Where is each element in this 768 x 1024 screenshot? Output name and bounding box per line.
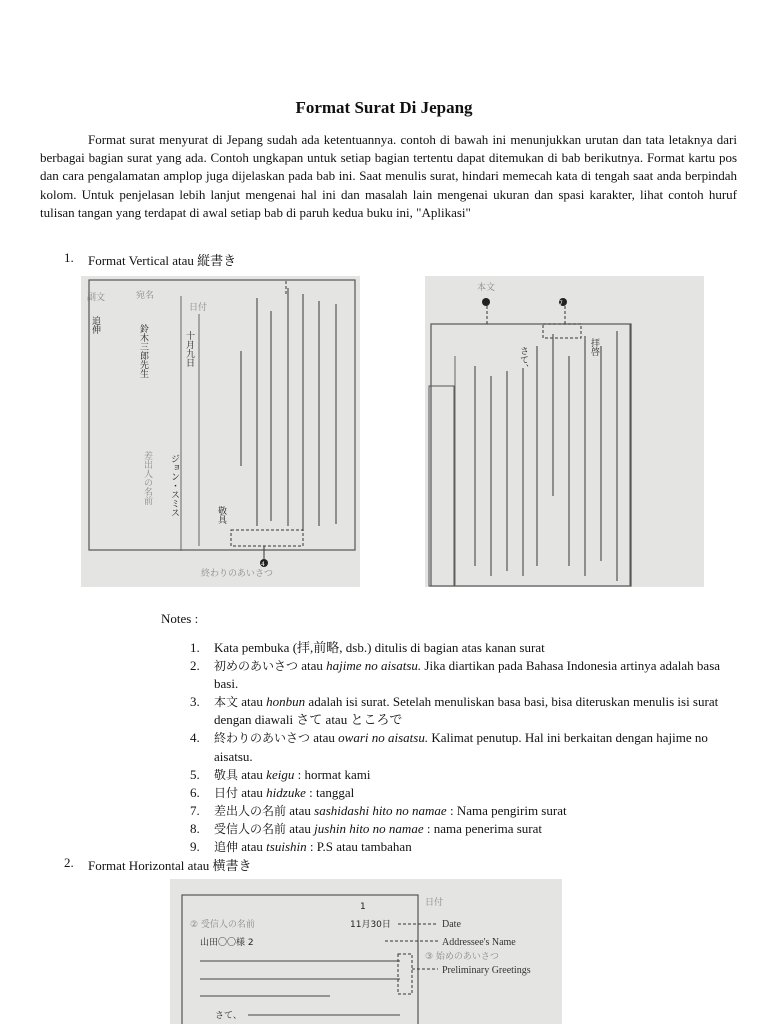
honbun-label: 本文 xyxy=(477,283,496,293)
sender-name: ジョン・スミス xyxy=(169,454,179,517)
horizontal-date: 11月30日 xyxy=(350,920,391,930)
owari-hw-label: 終わりのあいさつ xyxy=(201,569,274,579)
note-item-9: 9. 追伸 atau tsuishin : P.S atau tambahan xyxy=(190,839,412,855)
svg-text:4: 4 xyxy=(261,561,265,568)
recipient-hw-label: ② 受信人の名前 xyxy=(190,920,255,930)
section-2-heading xyxy=(64,855,364,873)
note-item-4: 4. 終わりのあいさつ atau owari no aisatsu. Kalimat penutup. Hal ini berkaitan dengan hajime no aisatsu. xyxy=(190,730,708,764)
letter-date: 十月九日 xyxy=(184,331,194,367)
note-item-2: 2. 初めのあいさつ atau hajime no aisatsu. Jika diartikan pada Bahasa Indonesia artinya adalah basa basi. xyxy=(190,658,721,692)
greet-hw-label: ③ 始めのあいさつ xyxy=(425,952,499,962)
note-item-8: 8. 受信人の名前 atau jushin hito no namae : nama penerima surat xyxy=(190,820,542,836)
section-2-title: Format Horizontal atau 横書き xyxy=(88,858,252,873)
date-hw-label: 日付 xyxy=(425,898,444,908)
horizontal-addressee: 山田〇〇様 2 xyxy=(200,938,254,948)
addressee-label: Addressee's Name xyxy=(442,937,516,948)
section-1-heading xyxy=(64,250,364,268)
note-item-6: 6. 日付 atau hidzuke : tanggal xyxy=(190,784,355,800)
vertical-letter-figure xyxy=(81,276,360,587)
page-title: Format Surat Di Jepang xyxy=(295,98,473,117)
note-item-7: 7. 差出人の名前 atau sashidashi hito no namae : Nama pengirim surat xyxy=(190,802,567,818)
horizontal-sate: さて、 xyxy=(215,1011,242,1021)
page-number: 1 xyxy=(360,902,366,912)
notes-list xyxy=(190,639,740,856)
section-2-number: 2. xyxy=(64,855,74,870)
svg-text:7: 7 xyxy=(559,300,563,307)
fukubun-label: 副文 xyxy=(87,293,106,303)
hidzuke-hw-label: 日付 xyxy=(189,303,208,313)
note-item-3: 3. 本文 atau honbun adalah isi surat. Setelah menuliskan basa basi, bisa diteruskan menulis isi surat dengan diawali さて atau ところで xyxy=(190,694,719,728)
greet-label: Preliminary Greetings xyxy=(442,965,531,976)
section-1-number: 1. xyxy=(64,250,74,265)
section-1-title: Format Vertical atau 縦書き xyxy=(88,253,237,268)
note-item-1: 1. Kata pembuka (拝,前略, dsb.) ditulis di bagian atas kanan surat xyxy=(190,640,545,655)
date-label: Date xyxy=(442,919,461,930)
keigu-label: 敬具 xyxy=(216,506,226,524)
addressee-name: 鈴木三郎先生 xyxy=(138,324,148,378)
sender-hw-label: 差出人の名前 xyxy=(142,451,152,505)
haikei-label: 拝啓 xyxy=(589,338,599,356)
horizontal-letter-figure xyxy=(170,879,562,1024)
tsuishin-label: 追伸 xyxy=(90,316,100,334)
notes-label: Notes : xyxy=(161,611,199,626)
sate-label: さて、 xyxy=(518,346,528,373)
atena-label: 宛名 xyxy=(136,291,155,301)
note-item-5: 5. 敬具 atau keigu : hormat kami xyxy=(190,766,371,782)
intro-paragraph: Format surat menyurat di Jepang sudah ada ketentuannya. contoh di bawah ini menunjukkan urutan dan tata letaknya dari berbagai bagian surat yang ada. Contoh ungkapan untuk setiap bagian tertentu dapat ditemukan di bab berikutnya. Format kartu pos dan cara pengalamatan amplop juga dijelaskan pada bab ini. Saat menulis surat, hindari memecah kata di tengah saat anda berpindah kolom. Untuk penjelasan lebih lanjut mengenai hal ini dan masalah lain mengenai ukuran dan spasi karakter, lihat contoh huruf tulisan tangan yang terdapat di awal setiap bab di paruh kedua buku ini, "Aplikasi" xyxy=(40,132,737,220)
vertical-letter-detail-figure xyxy=(425,276,704,587)
